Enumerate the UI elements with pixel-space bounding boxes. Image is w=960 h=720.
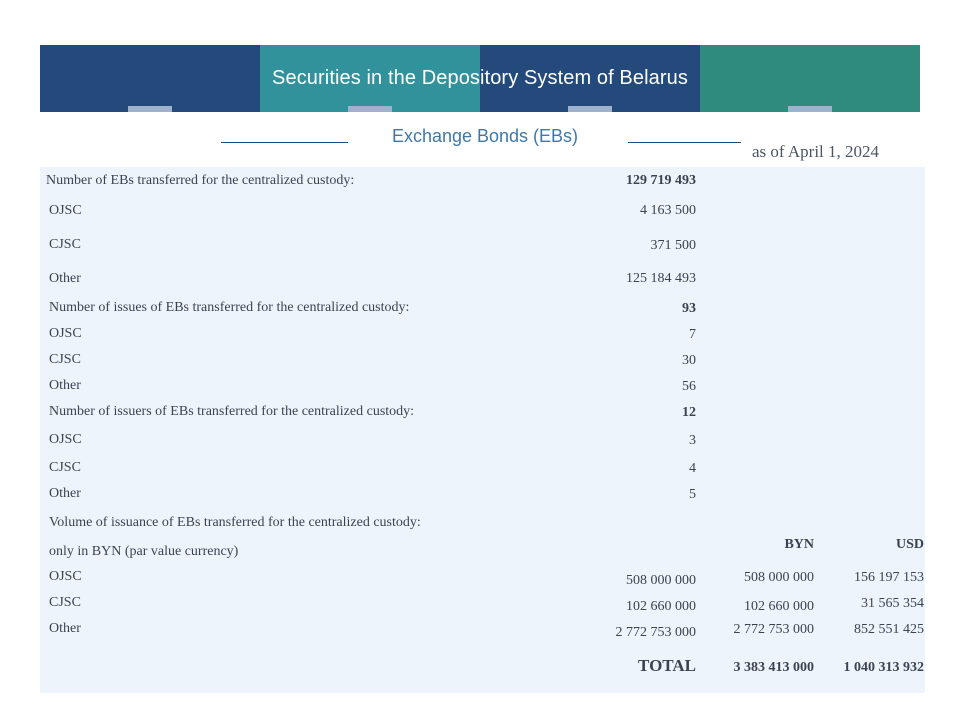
count-row-label: Other <box>49 271 81 286</box>
count-total: 129 719 493 <box>626 173 696 188</box>
issuers-row-value: 5 <box>689 487 696 502</box>
issuers-row-value: 4 <box>689 461 696 476</box>
issuers-total: 12 <box>682 405 696 420</box>
issuers-row-value: 3 <box>689 433 696 448</box>
volume-row-label: CJSC <box>49 595 81 610</box>
volume-row-byn: 102 660 000 <box>744 599 814 614</box>
count-row-value: 371 500 <box>650 238 696 253</box>
volume-row-par: 508 000 000 <box>626 573 696 588</box>
volume-row-byn: 508 000 000 <box>744 570 814 585</box>
issues-row-value: 30 <box>682 353 696 368</box>
total-label: TOTAL <box>638 656 696 675</box>
page-title: Securities in the Depository System of Belarus <box>272 67 688 89</box>
section-subtitle: Exchange Bonds (EBs) <box>391 126 579 146</box>
issues-heading: Number of issues of EBs transferred for the centralized custody: <box>49 300 410 315</box>
byn-column-header: BYN <box>784 537 814 552</box>
issues-row-label: OJSC <box>49 326 82 341</box>
count-heading: Number of EBs transferred for the centralized custody: <box>46 173 355 188</box>
issues-row-label: Other <box>49 378 81 393</box>
as-of-date: as of April 1, 2024 <box>752 142 880 161</box>
usd-column-header: USD <box>895 537 924 552</box>
total-usd: 1 040 313 932 <box>843 660 924 675</box>
volume-row-label: OJSC <box>49 569 82 584</box>
issuers-row-label: CJSC <box>49 460 81 475</box>
count-row-value: 4 163 500 <box>640 203 696 218</box>
volume-row-usd: 156 197 153 <box>854 570 924 585</box>
issues-row-value: 7 <box>689 327 696 342</box>
issues-row-value: 56 <box>682 379 696 394</box>
header-banner <box>40 45 920 112</box>
count-row-label: OJSC <box>49 203 82 218</box>
subtitle-rule-right <box>628 142 741 143</box>
issues-row-label: CJSC <box>49 352 81 367</box>
issuers-heading: Number of issuers of EBs transferred for the centralized custody: <box>49 404 415 419</box>
volume-heading: Volume of issuance of EBs transferred for the centralized custody: <box>49 515 421 530</box>
volume-row-par: 102 660 000 <box>626 599 696 614</box>
issues-total: 93 <box>682 301 696 316</box>
volume-row-byn: 2 772 753 000 <box>733 622 814 637</box>
volume-row-usd: 852 551 425 <box>854 622 924 637</box>
issuers-row-label: OJSC <box>49 432 82 447</box>
issuers-row-label: Other <box>49 486 81 501</box>
total-byn: 3 383 413 000 <box>733 660 814 675</box>
volume-row-usd: 31 565 354 <box>861 596 924 611</box>
count-row-value: 125 184 493 <box>626 271 696 286</box>
volume-subheading: only in BYN (par value currency) <box>49 544 239 559</box>
count-row-label: CJSC <box>49 237 81 252</box>
volume-row-label: Other <box>49 621 81 636</box>
subtitle-rule-left <box>221 142 348 143</box>
volume-row-par: 2 772 753 000 <box>615 625 696 640</box>
